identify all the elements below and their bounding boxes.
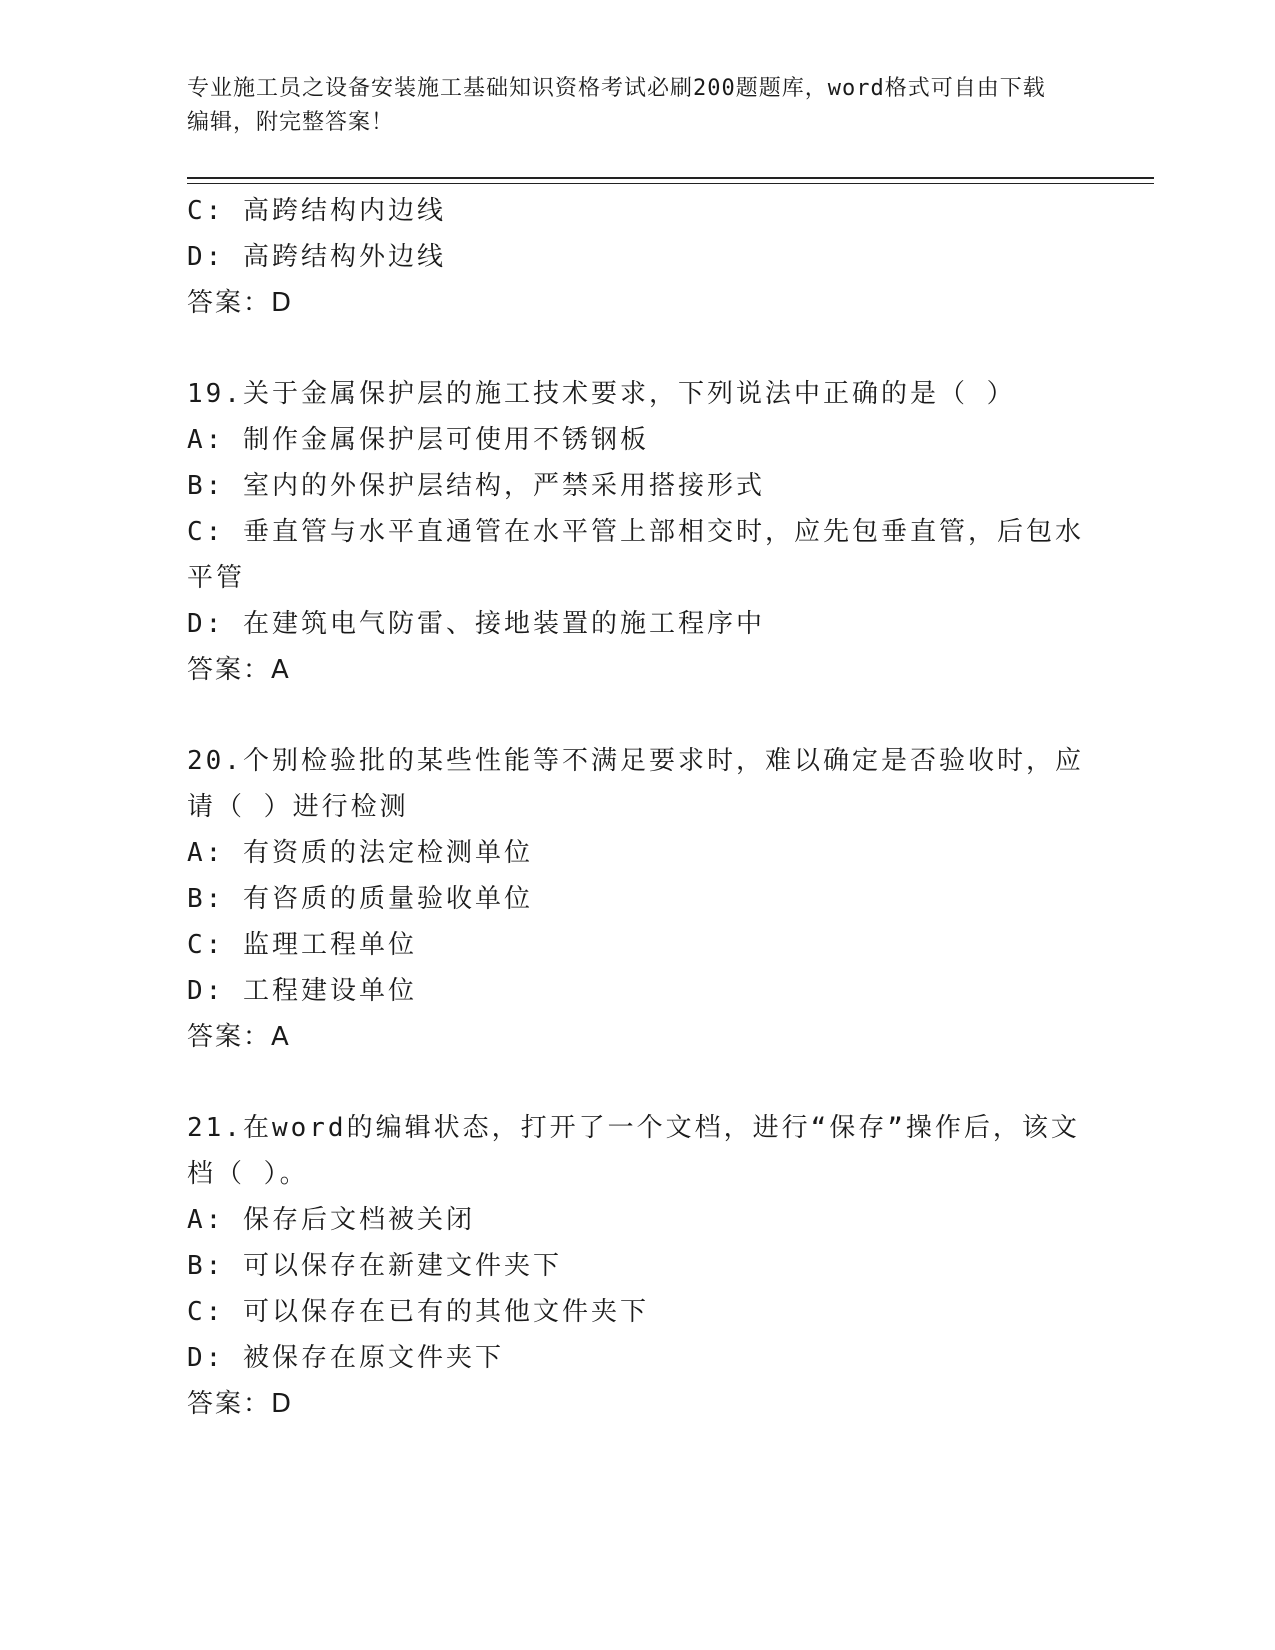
header-divider-thick bbox=[187, 177, 1154, 179]
option-a: A: 制作金属保护层可使用不锈钢板 bbox=[187, 425, 649, 455]
option-b: B: 室内的外保护层结构，严禁采用搭接形式 bbox=[187, 471, 765, 501]
previous-question-tail bbox=[187, 188, 1087, 326]
answer: 答案：D bbox=[187, 288, 294, 318]
answer: 答案：A bbox=[187, 655, 291, 685]
option-c: C: 监理工程单位 bbox=[187, 930, 417, 960]
option-d: D: 在建筑电气防雷、接地装置的施工程序中 bbox=[187, 609, 765, 639]
question-20 bbox=[187, 738, 1087, 1060]
option-c: C: 高跨结构内边线 bbox=[187, 196, 446, 226]
option-b: B: 有咨质的质量验收单位 bbox=[187, 884, 533, 914]
question-stem: 19.关于金属保护层的施工技术要求，下列说法中正确的是（ ） bbox=[187, 379, 1016, 409]
option-c: C: 可以保存在已有的其他文件夹下 bbox=[187, 1297, 649, 1327]
header-divider-thin bbox=[187, 183, 1154, 184]
option-d: D: 高跨结构外边线 bbox=[187, 242, 446, 272]
answer: 答案：D bbox=[187, 1389, 294, 1419]
question-stem: 21.在word的编辑状态，打开了一个文档，进行“保存”操作后，该文档（ ）。 bbox=[187, 1113, 1080, 1189]
option-a: A: 保存后文档被关闭 bbox=[187, 1205, 475, 1235]
spacer bbox=[187, 1060, 1087, 1105]
question-19 bbox=[187, 371, 1087, 693]
option-b: B: 可以保存在新建文件夹下 bbox=[187, 1251, 562, 1281]
option-d: D: 工程建设单位 bbox=[187, 976, 417, 1006]
question-21 bbox=[187, 1105, 1087, 1427]
answer: 答案：A bbox=[187, 1022, 291, 1052]
spacer bbox=[187, 326, 1087, 371]
option-d: D: 被保存在原文件夹下 bbox=[187, 1343, 504, 1373]
question-stem: 20.个别检验批的某些性能等不满足要求时，难以确定是否验收时，应请（ ）进行检测 bbox=[187, 746, 1084, 822]
document-header: 专业施工员之设备安装施工基础知识资格考试必刷200题题库，word格式可自由下载编辑，附完整答案！ bbox=[187, 76, 1046, 135]
question-content bbox=[187, 188, 1087, 1427]
option-c: C: 垂直管与水平直通管在水平管上部相交时，应先包垂直管，后包水平管 bbox=[187, 517, 1084, 593]
option-a: A: 有资质的法定检测单位 bbox=[187, 838, 533, 868]
spacer bbox=[187, 693, 1087, 738]
